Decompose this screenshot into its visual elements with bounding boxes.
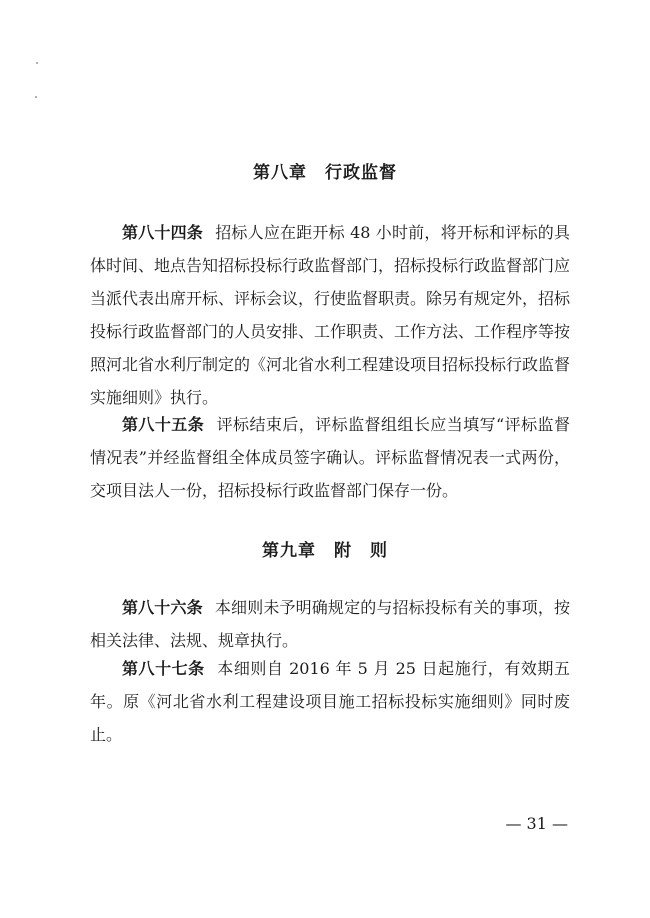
article-87 <box>90 652 570 751</box>
article-86-text: 本细则未予明确规定的与招标投标有关的事项，按相关法律、法规、规章执行。 <box>90 598 570 650</box>
article-84-label: 第八十四条 <box>122 223 204 242</box>
article-85-text: 评标结束后，评标监督组组长应当填写“评标监督情况表”并经监督组全体成员签字确认。评标监督情况表一式两份，交项目法人一份，招标投标行政监督部门保存一份。 <box>90 415 570 500</box>
article-84-text: 招标人应在距开标 48 小时前，将开标和评标的具体时间、地点告知招标投标行政监督部门，招标投标行政监督部门应当派代表出席开标、评标会议，行使监督职责。除另有规定外，招标投标行政监督部门的人员安排、工作职责、工作方法、工作程序等按照河北省水利厅制定的《河北省水利工程建设项目招标投标行政监督实施细则》执行。 <box>90 223 571 407</box>
article-84 <box>90 216 570 414</box>
chapter-9-title: 附 则 <box>334 541 388 561</box>
scan-speck <box>36 62 38 64</box>
article-87-label: 第八十七条 <box>122 659 205 678</box>
article-86-label: 第八十六条 <box>122 598 203 617</box>
chapter-8-title: 行政监督 <box>325 163 397 183</box>
article-86 <box>90 591 570 657</box>
article-85-label: 第八十五条 <box>122 415 205 434</box>
scan-speck <box>35 96 37 98</box>
article-85 <box>90 408 570 507</box>
chapter-8-heading <box>0 158 650 183</box>
chapter-8-number: 第八章 <box>253 163 307 183</box>
chapter-9-number: 第九章 <box>262 541 316 561</box>
chapter-9-heading <box>0 536 650 561</box>
page-number: — 31 — <box>505 814 568 833</box>
article-87-text: 本细则自 2016 年 5 月 25 日起施行，有效期五年。原《河北省水利工程建设项目施工招标投标实施细则》同时废止。 <box>90 659 570 744</box>
